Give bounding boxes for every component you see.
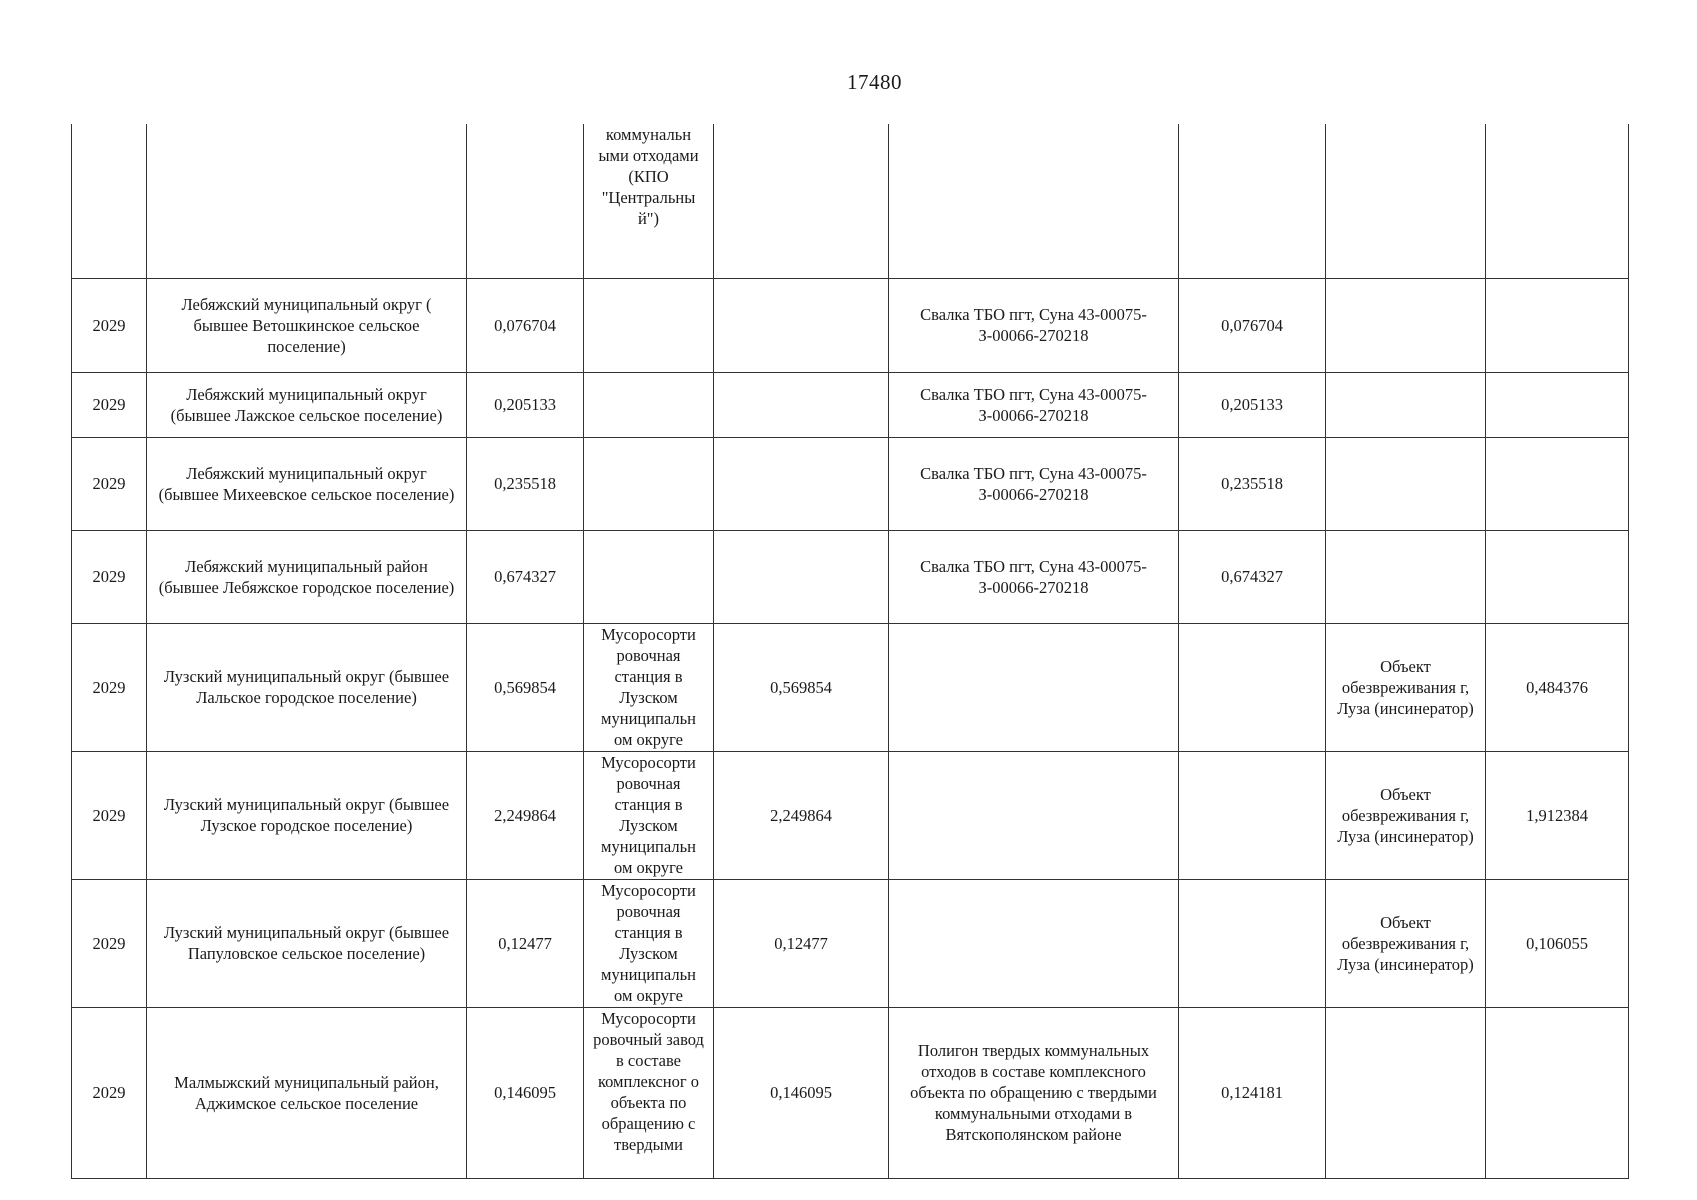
year-cell: 2029 — [72, 372, 147, 437]
disposal-facility-cell — [889, 124, 1179, 278]
volume-cell: 0,674327 — [467, 530, 584, 623]
year-cell: 2029 — [72, 879, 147, 1007]
year-cell: 2029 — [72, 278, 147, 372]
municipality-cell: Лебяжский муниципальный округ ( бывшее Ветошкинское сельское поселение) — [147, 278, 467, 372]
table-row — [72, 530, 1629, 623]
disposal-facility-cell: Свалка ТБО пгт, Суна 43-00075-З-00066-270218 — [889, 437, 1179, 530]
disposal-facility-cell — [889, 751, 1179, 879]
neutralization-facility-cell — [1326, 530, 1486, 623]
neutralization-volume-cell — [1486, 1007, 1629, 1178]
table-row — [72, 623, 1629, 751]
neutralization-facility-cell: Объект обезвреживания г, Луза (инсинератор) — [1326, 879, 1486, 1007]
neutralization-facility-cell — [1326, 437, 1486, 530]
municipality-cell — [147, 124, 467, 278]
processing-facility-text: Мусоросорти ровочный завод в составе комплексног о объекта по обращению с твердыми — [593, 1009, 704, 1154]
processing-volume-cell: 0,569854 — [714, 623, 889, 751]
volume-cell — [467, 124, 584, 278]
processing-facility-cell — [584, 1007, 714, 1178]
processing-facility-text: коммунальн ыми отходами (КПО "Центральны й") — [598, 125, 699, 228]
page-number: 17480 — [847, 70, 902, 94]
neutralization-volume-cell — [1486, 278, 1629, 372]
processing-facility-cell: Мусоросорти ровочная станция в Лузском муниципальн ом округе — [584, 751, 714, 879]
disposal-facility-cell: Свалка ТБО пгт, Суна 43-00075-З-00066-270218 — [889, 372, 1179, 437]
year-cell: 2029 — [72, 530, 147, 623]
disposal-facility-cell: Полигон твердых коммунальных отходов в составе комплексного объекта по обращению с твердыми коммунальными отходами в Вятскополянском районе — [889, 1007, 1179, 1178]
volume-cell: 0,235518 — [467, 437, 584, 530]
disposal-facility-cell: Свалка ТБО пгт, Суна 43-00075-З-00066-270218 — [889, 278, 1179, 372]
processing-facility-cell — [584, 124, 714, 278]
neutralization-volume-cell: 0,484376 — [1486, 623, 1629, 751]
neutralization-facility-cell — [1326, 372, 1486, 437]
neutralization-volume-cell — [1486, 124, 1629, 278]
disposal-facility-cell: Свалка ТБО пгт, Суна 43-00075-З-00066-270218 — [889, 530, 1179, 623]
municipality-cell: Лебяжский муниципальный округ (бывшее Михеевское сельское поселение) — [147, 437, 467, 530]
neutralization-facility-cell: Объект обезвреживания г, Луза (инсинератор) — [1326, 623, 1486, 751]
table-row — [72, 372, 1629, 437]
volume-cell: 0,12477 — [467, 879, 584, 1007]
disposal-facility-cell — [889, 879, 1179, 1007]
table-row — [72, 879, 1629, 1007]
municipality-cell: Лузский муниципальный округ (бывшее Папуловское сельское поселение) — [147, 879, 467, 1007]
municipality-cell: Лебяжский муниципальный район (бывшее Лебяжское городское поселение) — [147, 530, 467, 623]
processing-volume-cell — [714, 530, 889, 623]
neutralization-facility-cell — [1326, 278, 1486, 372]
processing-facility-cell — [584, 278, 714, 372]
disposal-facility-cell — [889, 623, 1179, 751]
disposal-volume-cell — [1179, 623, 1326, 751]
neutralization-facility-cell — [1326, 124, 1486, 278]
neutralization-facility-cell — [1326, 1007, 1486, 1178]
processing-volume-cell — [714, 278, 889, 372]
disposal-volume-cell: 0,674327 — [1179, 530, 1326, 623]
disposal-volume-cell: 0,124181 — [1179, 1007, 1326, 1178]
processing-facility-cell: Мусоросорти ровочная станция в Лузском муниципальн ом округе — [584, 879, 714, 1007]
processing-volume-cell: 0,12477 — [714, 879, 889, 1007]
year-cell: 2029 — [72, 437, 147, 530]
municipality-cell: Лузский муниципальный округ (бывшее Лузское городское поселение) — [147, 751, 467, 879]
municipality-cell: Лузский муниципальный округ (бывшее Лальское городское поселение) — [147, 623, 467, 751]
disposal-volume-cell — [1179, 879, 1326, 1007]
table-row — [72, 1007, 1629, 1178]
year-cell — [72, 124, 147, 278]
disposal-volume-cell: 0,076704 — [1179, 278, 1326, 372]
municipality-cell: Малмыжский муниципальный район, Аджимское сельское поселение — [147, 1007, 467, 1178]
disposal-volume-cell — [1179, 124, 1326, 278]
processing-facility-cell — [584, 530, 714, 623]
volume-cell: 0,569854 — [467, 623, 584, 751]
year-cell: 2029 — [72, 623, 147, 751]
table-row — [72, 437, 1629, 530]
processing-facility-cell: Мусоросорти ровочная станция в Лузском муниципальн ом округе — [584, 623, 714, 751]
municipality-cell: Лебяжский муниципальный округ (бывшее Лажское сельское поселение) — [147, 372, 467, 437]
year-cell: 2029 — [72, 1007, 147, 1178]
neutralization-volume-cell — [1486, 530, 1629, 623]
processing-volume-cell — [714, 437, 889, 530]
disposal-volume-cell: 0,235518 — [1179, 437, 1326, 530]
processing-volume-cell: 0,146095 — [714, 1007, 889, 1178]
volume-cell: 0,076704 — [467, 278, 584, 372]
year-cell: 2029 — [72, 751, 147, 879]
table-row — [72, 278, 1629, 372]
volume-cell: 0,146095 — [467, 1007, 584, 1178]
neutralization-volume-cell: 0,106055 — [1486, 879, 1629, 1007]
processing-facility-cell — [584, 372, 714, 437]
processing-volume-cell — [714, 124, 889, 278]
disposal-volume-cell — [1179, 751, 1326, 879]
table-row — [72, 124, 1629, 278]
neutralization-volume-cell — [1486, 437, 1629, 530]
table-row — [72, 751, 1629, 879]
volume-cell: 2,249864 — [467, 751, 584, 879]
neutralization-volume-cell: 1,912384 — [1486, 751, 1629, 879]
processing-volume-cell — [714, 372, 889, 437]
neutralization-facility-cell: Объект обезвреживания г, Луза (инсинератор) — [1326, 751, 1486, 879]
waste-flow-table — [71, 124, 1629, 1179]
neutralization-volume-cell — [1486, 372, 1629, 437]
processing-volume-cell: 2,249864 — [714, 751, 889, 879]
processing-facility-cell — [584, 437, 714, 530]
disposal-volume-cell: 0,205133 — [1179, 372, 1326, 437]
volume-cell: 0,205133 — [467, 372, 584, 437]
